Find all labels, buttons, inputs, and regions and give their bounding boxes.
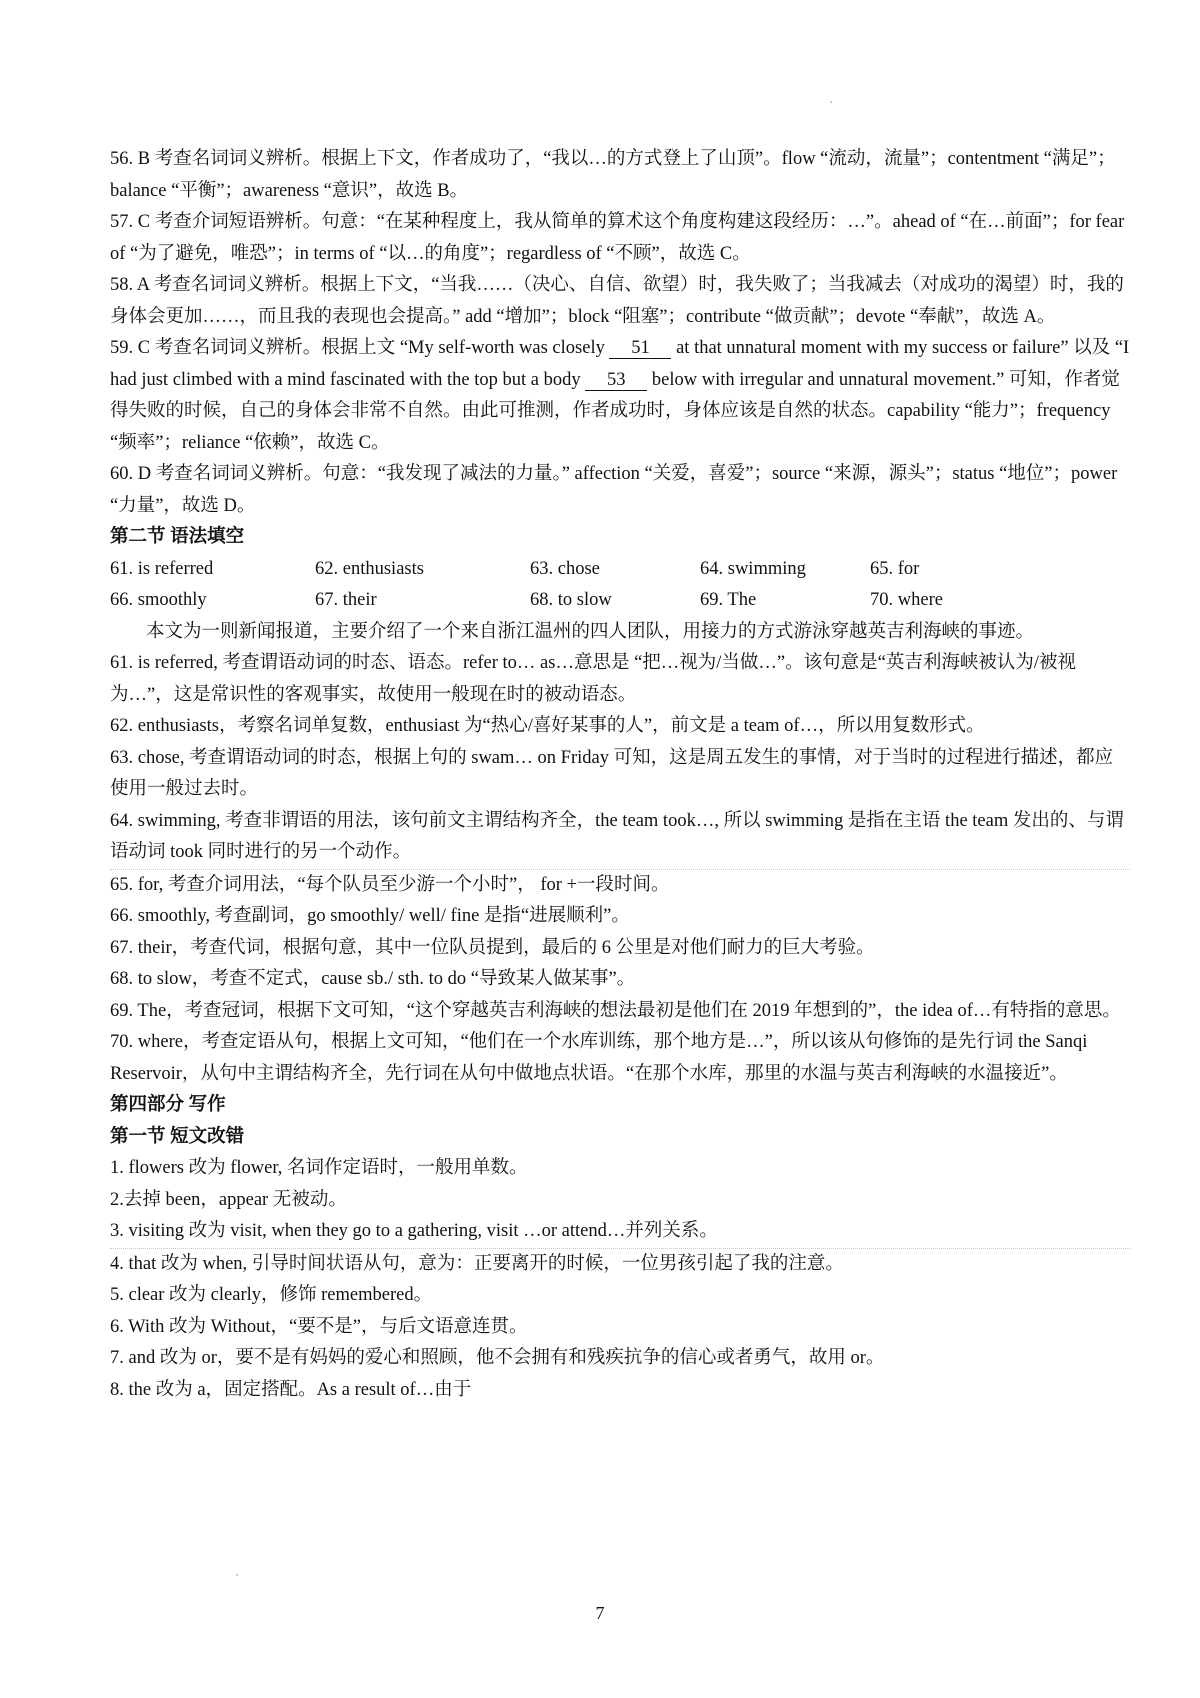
- grammar-answer: 65. for: [870, 558, 920, 579]
- correction-item: 2.去掉 been，appear 无被动。: [110, 1189, 347, 1210]
- grammar-answer: 66. smoothly: [110, 590, 207, 610]
- grammar-answer: 61. is referred: [110, 558, 214, 579]
- explanation-66: 66. smoothly, 考查副词，go smoothly/ well/ fine 是指“进展顺利”。: [110, 906, 630, 926]
- answer-57: 57. C 考查介词短语辨析。句意：“在某种程度上，我从简单的算术这个角度构建这段经历：…”。ahead of “在…前面”；for fear of “为了避免，唯恐”；in terms of “以…的角度”；regardless of “不顾”，故选 C。: [110, 212, 1125, 264]
- explanation-65: 65. for, 考查介词用法，“每个队员至少游一个小时”， for +一段时间。: [110, 874, 670, 895]
- grammar-answer: 64. swimming: [700, 558, 806, 579]
- answer-58: 58. A 考查名词词义辨析。根据上下文，“当我……（决心、自信、欲望）时，我失败了；当我减去（对成功的渴望）时，我的身体会更加……，而且我的表现也会提高。” add “增加”；block “阻塞”；contribute “做贡献”；devote “奉献”，故选 A。: [110, 275, 1124, 327]
- grammar-answer-grid: [110, 554, 1130, 617]
- explanation-62: 62. enthusiasts，考察名词单复数，enthusiast 为“热心/喜好某事的人”，前文是 a team of…，所以用复数形式。: [110, 716, 985, 736]
- correction-item: 8. the 改为 a，固定搭配。As a result of…由于: [110, 1379, 472, 1400]
- blank-53: 53: [585, 370, 647, 391]
- explanation-63: 63. chose, 考查谓语动词的时态，根据上句的 swam… on Friday 可知，这是周五发生的事情，对于当时的过程进行描述，都应使用一般过去时。: [110, 747, 1114, 799]
- correction-item: 4. that 改为 when, 引导时间状语从句，意为：正要离开的时候，一位男孩引起了我的注意。: [110, 1253, 844, 1274]
- correction-item: 5. clear 改为 clearly，修饰 remembered。: [110, 1285, 433, 1305]
- answer-59: 59. C 考查名词词义辨析。根据上文 “My self-worth was closely 51 at that unnatural moment with my success or failure” 以及 “I had just climbed with a mind fascinated with the top but a body 53 below with irregular and unnatural movement.” 可知，作者觉得失败的时候，自己的身体会非常不自然。由此可推测，作者成功时，身体应该是自然的状态。capability “能力”；frequency “频率”；reliance “依赖”，故选 C。: [110, 338, 1130, 453]
- correction-item: 7. and 改为 or，要不是有妈妈的爱心和照顾，他不会拥有和残疾抗争的信心或者勇气，故用 or。: [110, 1348, 885, 1368]
- explanation-69: 69. The，考查冠词，根据下文可知，“这个穿越英吉利海峡的想法最初是他们在 2019 年想到的”，the idea of…有特指的意思。: [110, 1000, 1121, 1021]
- page-number: 7: [595, 1603, 605, 1623]
- scan-speck: [830, 101, 832, 103]
- correction-item: 1. flowers 改为 flower, 名词作定语时，一般用单数。: [110, 1158, 528, 1178]
- passage-summary: 本文为一则新闻报道，主要介绍了一个来自浙江温州的四人团队，用接力的方式游泳穿越英吉利海峡的事迹。: [146, 621, 1035, 642]
- grammar-answer: 68. to slow: [530, 590, 612, 610]
- explanation-61: 61. is referred, 考查谓语动词的时态、语态。refer to… as…意思是 “把…视为/当做…”。该句意是“英吉利海峡被认为/被视为…”，这是常识性的客观事实，故使用一般现在时的被动语态。: [110, 653, 1076, 705]
- correction-item: 6. With 改为 Without，“要不是”，与后文语意连贯。: [110, 1316, 528, 1337]
- grammar-heading: 第二节 语法填空: [110, 527, 245, 547]
- correction-item: 3. visiting 改为 visit, when they go to a gathering, visit …or attend…并列关系。: [110, 1216, 1130, 1249]
- answer-page: [110, 144, 1130, 1406]
- grammar-answer: 69. The: [700, 590, 757, 610]
- explanation-70: 70. where，考查定语从句，根据上文可知，“他们在一个水库训练，那个地方是…”，所以该从句修饰的是先行词 the Sanqi Reservoir，从句中主谓结构齐全，先行词在从句中做地点状语。“在那个水库，那里的水温与英吉利海峡的水温接近”。: [110, 1032, 1088, 1084]
- explanation-67: 67. their，考查代词，根据句意，其中一位队员提到，最后的 6 公里是对他们耐力的巨大考验。: [110, 937, 875, 958]
- scan-speck: [236, 1574, 238, 1576]
- writing-part-heading: 第四部分 写作: [110, 1095, 226, 1115]
- grammar-answer: 63. chose: [530, 558, 600, 579]
- grammar-answer: 62. enthusiasts: [315, 558, 424, 579]
- answer-60: 60. D 考查名词词义辨析。句意：“我发现了减法的力量。” affection “关爱，喜爱”；source “来源，源头”；status “地位”；power “力量”，故选 D。: [110, 464, 1118, 516]
- error-correction-heading: 第一节 短文改错: [110, 1126, 245, 1147]
- explanation-68: 68. to slow，考查不定式，cause sb./ sth. to do “导致某人做某事”。: [110, 969, 636, 989]
- grammar-answer: 67. their: [315, 590, 377, 610]
- answer-56: 56. B 考查名词词义辨析。根据上下文，作者成功了，“我以…的方式登上了山顶”。flow “流动，流量”；contentment “满足”；balance “平衡”；awareness “意识”，故选 B。: [110, 149, 1116, 201]
- blank-51: 51: [609, 338, 671, 359]
- grammar-answer: 70. where: [870, 590, 943, 610]
- explanation-64: 64. swimming, 考查非谓语的用法，该句前文主谓结构齐全，the team took…, 所以 swimming 是指在主语 the team 发出的、与谓语动词 took 同时进行的另一个动作。: [110, 806, 1130, 870]
